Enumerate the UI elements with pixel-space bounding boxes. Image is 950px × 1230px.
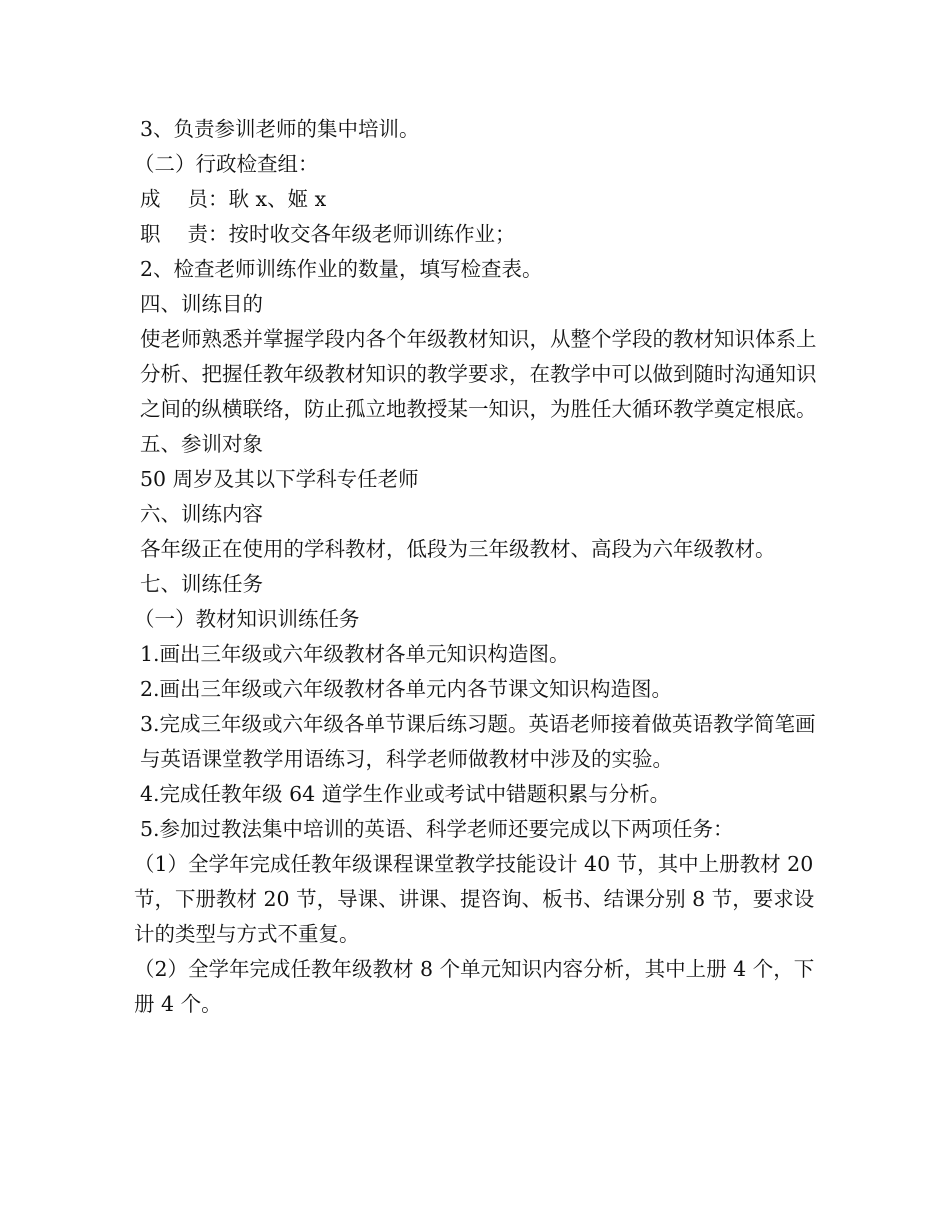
section-4-body: 使老师熟悉并掌握学段内各个年级教材知识，从整个学段的教材知识体系上分析、把握任教年级教材知识的教学要求，在教学中可以做到随时沟通知识之间的纵横联络，防止孤立地教授某一知识，为胜任大循环教学奠定根底。 <box>140 327 817 421</box>
section-5-body: 50 周岁及其以下学科专任老师 <box>140 467 419 491</box>
members-line: 成 员：耿 x、姬 x <box>140 187 327 211</box>
section-5-heading: 五、参训对象 <box>140 432 263 456</box>
task-item-5-sub-1: （1）全学年完成任教年级课程课堂教学技能设计 40 节，其中上册教材 20 节，下册教材 20 节，导课、讲课、提咨询、板书、结课分别 8 节，要求设计的类型与方式不重复。 <box>134 852 815 946</box>
task-item-4: 4.完成任教年级 64 道学生作业或考试中错题积累与分析。 <box>140 782 671 806</box>
section-4-heading: 四、训练目的 <box>140 292 263 316</box>
section-7-heading: 七、训练任务 <box>140 572 263 596</box>
duties-line: 职 责：按时收交各年级老师训练作业； <box>140 222 516 246</box>
task-item-5-sub-2: （2）全学年完成任教年级教材 8 个单元知识内容分析，其中上册 4 个，下册 4 个。 <box>134 957 815 1016</box>
task-item-1: 1.画出三年级或六年级教材各单元知识构造图。 <box>140 642 570 666</box>
line-1: 3、负责参训老师的集中培训。 <box>140 117 420 141</box>
section-admin-check-heading: （二）行政检查组： <box>134 152 319 176</box>
task-item-2: 2.画出三年级或六年级教材各单元内各节课文知识构造图。 <box>140 677 673 701</box>
line-check-count: 2、检查老师训练作业的数量，填写检查表。 <box>140 257 543 281</box>
subsection-1-heading: （一）教材知识训练任务 <box>134 607 360 631</box>
task-item-5: 5.参加过教法集中培训的英语、科学老师还要完成以下两项任务： <box>140 817 734 841</box>
task-item-3: 3.完成三年级或六年级各单节课后练习题。英语老师接着做英语教学简笔画与英语课堂教学用语练习，科学老师做教材中涉及的实验。 <box>140 712 816 771</box>
document-body <box>134 112 830 1022</box>
section-6-body: 各年级正在使用的学科教材，低段为三年级教材、高段为六年级教材。 <box>140 537 776 561</box>
section-6-heading: 六、训练内容 <box>140 502 263 526</box>
